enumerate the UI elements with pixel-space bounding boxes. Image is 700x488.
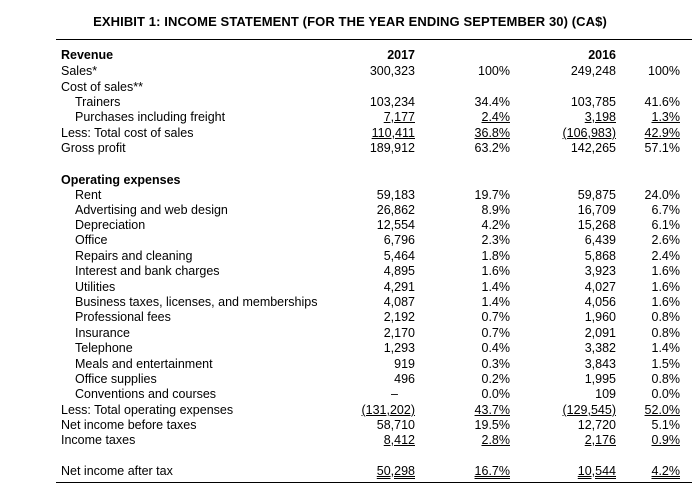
pct-2016: 6.1% bbox=[651, 218, 680, 232]
row-label: Gross profit bbox=[61, 141, 126, 155]
row-label: Utilities bbox=[75, 280, 116, 294]
pct-2016: 1.4% bbox=[651, 341, 680, 355]
value-2016: 2,091 bbox=[584, 326, 616, 340]
value-2017: 2,170 bbox=[383, 326, 415, 340]
value-2016: 249,248 bbox=[570, 64, 616, 78]
year-2017-header: 2017 bbox=[387, 48, 415, 62]
pct-2016: 0.8% bbox=[651, 372, 680, 386]
value-2017: 300,323 bbox=[369, 64, 415, 78]
value-2017: 4,895 bbox=[383, 264, 415, 278]
row-label: Meals and entertainment bbox=[75, 357, 213, 371]
pct-2017: 19.5% bbox=[474, 418, 510, 432]
row-label: Insurance bbox=[75, 326, 130, 340]
row-label: Less: Total cost of sales bbox=[61, 126, 194, 140]
value-2016: 103,785 bbox=[570, 95, 616, 109]
value-2017: 4,087 bbox=[383, 295, 415, 309]
value-2016: 59,875 bbox=[577, 188, 616, 202]
header-row bbox=[0, 48, 700, 64]
value-2017: (131,202) bbox=[361, 403, 415, 417]
pct-2016: 1.5% bbox=[651, 357, 680, 371]
row-label: Office supplies bbox=[75, 372, 157, 386]
value-2017: 496 bbox=[394, 372, 415, 386]
value-2017: 58,710 bbox=[376, 418, 415, 432]
table-row bbox=[0, 95, 700, 111]
pct-2016: 1.3% bbox=[651, 110, 680, 124]
table-row bbox=[0, 64, 700, 80]
value-2016: 3,382 bbox=[584, 341, 616, 355]
row-label: Conventions and courses bbox=[75, 387, 217, 401]
value-2017: 2,192 bbox=[383, 310, 415, 324]
row-label: Trainers bbox=[75, 95, 121, 109]
row-label: Depreciation bbox=[75, 218, 146, 232]
pct-2017: 2.4% bbox=[481, 110, 510, 124]
pct-2016: 42.9% bbox=[644, 126, 680, 140]
row-label: Less: Total operating expenses bbox=[61, 403, 234, 417]
pct-2016: 1.6% bbox=[651, 295, 680, 309]
value-2016: 10,544 bbox=[577, 464, 616, 478]
value-2017: 919 bbox=[394, 357, 415, 371]
value-2017: 7,177 bbox=[383, 110, 415, 124]
value-2016: 3,843 bbox=[584, 357, 616, 371]
pct-2017: 1.4% bbox=[481, 280, 510, 294]
pct-2017: 100% bbox=[478, 64, 510, 78]
pct-2017: 8.9% bbox=[481, 203, 510, 217]
pct-2017: 2.3% bbox=[481, 233, 510, 247]
value-2017: 5,464 bbox=[383, 249, 415, 263]
row-label: Net income after tax bbox=[61, 464, 173, 478]
value-2017: 110,411 bbox=[371, 126, 415, 140]
pct-2016: 52.0% bbox=[644, 403, 680, 417]
row-label: Advertising and web design bbox=[75, 203, 228, 217]
pct-2017: 2.8% bbox=[481, 433, 510, 447]
pct-2017: 0.7% bbox=[481, 326, 510, 340]
value-2016: 1,960 bbox=[584, 310, 616, 324]
pct-2016: 57.1% bbox=[644, 141, 680, 155]
pct-2016: 4.2% bbox=[651, 464, 680, 478]
revenue-heading: Revenue bbox=[61, 48, 114, 62]
value-2017: 103,234 bbox=[369, 95, 415, 109]
pct-2016: 0.8% bbox=[651, 310, 680, 324]
row-label: Professional fees bbox=[75, 310, 171, 324]
pct-2017: 1.6% bbox=[481, 264, 510, 278]
value-2017: 189,912 bbox=[369, 141, 415, 155]
table-row bbox=[0, 218, 700, 234]
value-2017: 50,298 bbox=[376, 464, 415, 478]
value-2016: (129,545) bbox=[562, 403, 616, 417]
pct-2017: 43.7% bbox=[474, 403, 510, 417]
row-label: Interest and bank charges bbox=[75, 264, 220, 278]
row-label: Business taxes, licenses, and memberships bbox=[75, 295, 318, 309]
row-label: Net income before taxes bbox=[61, 418, 197, 432]
pct-2017: 63.2% bbox=[474, 141, 510, 155]
table-row bbox=[0, 280, 700, 296]
value-2016: 5,868 bbox=[584, 249, 616, 263]
value-2016: 16,709 bbox=[577, 203, 616, 217]
table-row bbox=[0, 188, 700, 204]
value-2017: 12,554 bbox=[376, 218, 415, 232]
row-label: Purchases including freight bbox=[75, 110, 226, 124]
value-2016: 6,439 bbox=[584, 233, 616, 247]
table-row bbox=[0, 372, 700, 388]
row-label: Income taxes bbox=[61, 433, 136, 447]
pct-2017: 0.2% bbox=[481, 372, 510, 386]
pct-2017: 36.8% bbox=[474, 126, 510, 140]
value-2016: 4,027 bbox=[584, 280, 616, 294]
table-row bbox=[0, 203, 700, 219]
pct-2016: 2.6% bbox=[651, 233, 680, 247]
table-row bbox=[0, 80, 700, 96]
pct-2017: 1.4% bbox=[481, 295, 510, 309]
value-2016: 15,268 bbox=[577, 218, 616, 232]
row-label: Telephone bbox=[75, 341, 133, 355]
table-row bbox=[0, 110, 700, 126]
table-row bbox=[0, 387, 700, 403]
pct-2016: 24.0% bbox=[644, 188, 680, 202]
table-row bbox=[0, 126, 700, 142]
value-2016: 12,720 bbox=[577, 418, 616, 432]
table-row bbox=[0, 264, 700, 280]
table-row bbox=[0, 173, 700, 189]
pct-2016: 0.0% bbox=[651, 387, 680, 401]
pct-2016: 1.6% bbox=[651, 264, 680, 278]
table-row bbox=[0, 295, 700, 311]
year-2016-header: 2016 bbox=[588, 48, 616, 62]
table-row bbox=[0, 418, 700, 434]
row-label: Office bbox=[75, 233, 108, 247]
table-row bbox=[0, 357, 700, 373]
row-label: Rent bbox=[75, 188, 102, 202]
value-2016: 1,995 bbox=[584, 372, 616, 386]
value-2017: 8,412 bbox=[383, 433, 415, 447]
pct-2017: 16.7% bbox=[474, 464, 510, 478]
value-2017: 59,183 bbox=[376, 188, 415, 202]
pct-2016: 0.8% bbox=[651, 326, 680, 340]
table-row bbox=[0, 464, 700, 480]
value-2016: 3,198 bbox=[584, 110, 616, 124]
row-label: Cost of sales** bbox=[61, 80, 143, 94]
pct-2016: 0.9% bbox=[651, 433, 680, 447]
pct-2017: 0.4% bbox=[481, 341, 510, 355]
pct-2017: 1.8% bbox=[481, 249, 510, 263]
table-row bbox=[0, 341, 700, 357]
table-row bbox=[0, 310, 700, 326]
pct-2016: 6.7% bbox=[651, 203, 680, 217]
pct-2016: 1.6% bbox=[651, 280, 680, 294]
exhibit-title: EXHIBIT 1: INCOME STATEMENT (FOR THE YEAR ENDING SEPTEMBER 30) (CA$) bbox=[93, 14, 607, 29]
pct-2017: 0.3% bbox=[481, 357, 510, 371]
table-row bbox=[0, 403, 700, 419]
value-2016: 3,923 bbox=[584, 264, 616, 278]
operating-expenses-heading: Operating expenses bbox=[61, 173, 181, 187]
value-2017: 6,796 bbox=[383, 233, 415, 247]
row-label: Repairs and cleaning bbox=[75, 249, 193, 263]
value-2016: 4,056 bbox=[584, 295, 616, 309]
value-2016: 2,176 bbox=[584, 433, 616, 447]
pct-2016: 2.4% bbox=[651, 249, 680, 263]
table-row bbox=[0, 326, 700, 342]
pct-2017: 34.4% bbox=[474, 95, 510, 109]
value-2016: (106,983) bbox=[562, 126, 616, 140]
table-row bbox=[0, 433, 700, 449]
row-label: Sales* bbox=[61, 64, 98, 78]
value-2017: 1,293 bbox=[383, 341, 415, 355]
value-2017: – bbox=[391, 387, 398, 401]
pct-2017: 0.0% bbox=[481, 387, 510, 401]
value-2016: 109 bbox=[595, 387, 616, 401]
value-2017: 4,291 bbox=[383, 280, 415, 294]
pct-2016: 41.6% bbox=[644, 95, 680, 109]
table-row bbox=[0, 233, 700, 249]
table-row bbox=[0, 141, 700, 157]
pct-2017: 19.7% bbox=[474, 188, 510, 202]
pct-2017: 4.2% bbox=[481, 218, 510, 232]
pct-2016: 100% bbox=[648, 64, 680, 78]
pct-2017: 0.7% bbox=[481, 310, 510, 324]
value-2016: 142,265 bbox=[570, 141, 616, 155]
table-row bbox=[0, 249, 700, 265]
pct-2016: 5.1% bbox=[651, 418, 680, 432]
value-2017: 26,862 bbox=[376, 203, 415, 217]
